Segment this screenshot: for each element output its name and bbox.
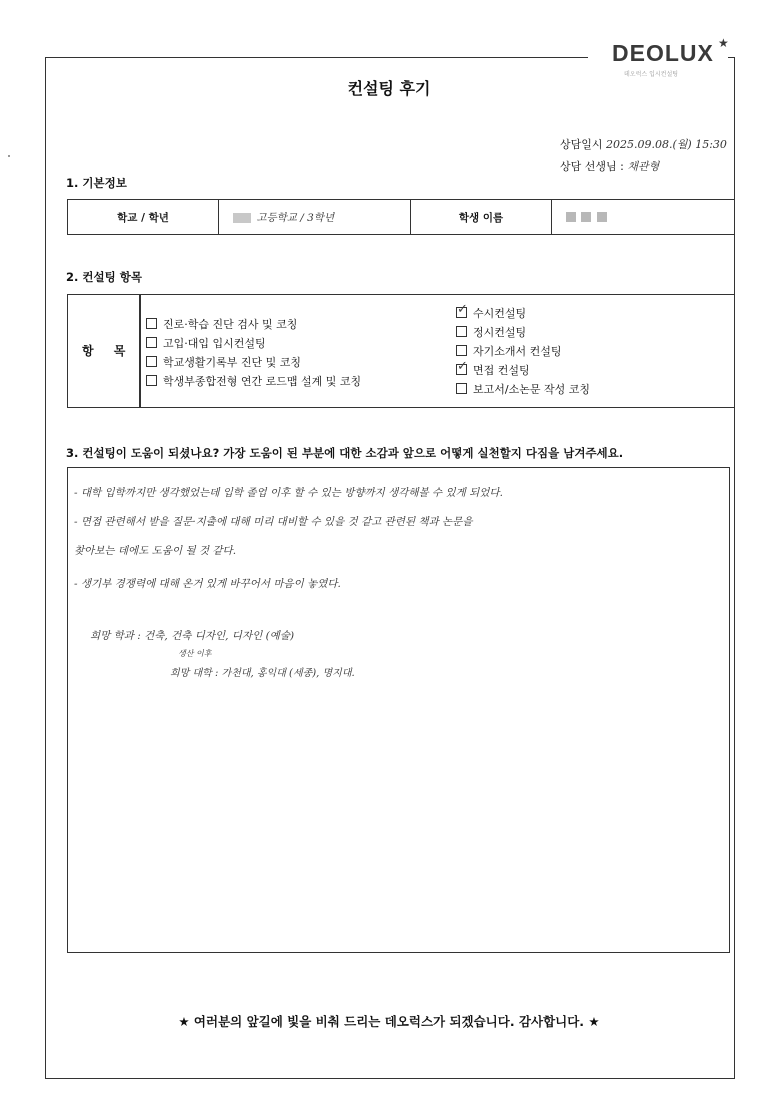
checkbox-checked[interactable] xyxy=(456,307,467,318)
redacted-block xyxy=(581,212,591,222)
consulting-items-box xyxy=(67,294,735,408)
option-admission-consulting xyxy=(146,335,266,351)
option-record-diagnosis xyxy=(146,354,301,370)
desired-note: 생산 이후 xyxy=(178,649,212,658)
checkbox-checked[interactable] xyxy=(456,364,467,375)
page-title: 컨설팅 후기 xyxy=(347,79,431,98)
school-value: 고등학교 / 3학년 xyxy=(256,211,335,224)
redacted-block xyxy=(566,212,576,222)
desired-university: 희망 대학 : 가천대, 홍익대 (세종), 명지대. xyxy=(170,668,355,679)
option-label: 진로·학습 진단 검사 및 코칭 xyxy=(163,318,298,331)
scan-speck xyxy=(8,155,10,157)
option-label: 학생부종합전형 연간 로드맵 설계 및 코칭 xyxy=(163,375,362,388)
student-name-cell xyxy=(552,200,735,235)
consulting-items-divider xyxy=(139,294,141,408)
student-name-label: 학생 이름 xyxy=(411,200,552,235)
option-career-diagnosis xyxy=(146,316,297,332)
consulting-items-label: 항 목 xyxy=(82,344,134,358)
logo-tagline: 데오럭스 입시컨설팅 xyxy=(624,71,679,78)
option-early-admission xyxy=(456,305,526,321)
section-consulting-heading: 2. 컨설팅 항목 xyxy=(66,270,142,284)
checkbox[interactable] xyxy=(146,356,157,367)
school-value-cell xyxy=(219,200,411,235)
school-label: 학교 / 학년 xyxy=(68,200,219,235)
basic-info-table xyxy=(67,199,735,235)
option-interview xyxy=(456,362,530,378)
option-label: 학교생활기록부 진단 및 코칭 xyxy=(163,356,302,369)
option-label: 정시컨설팅 xyxy=(473,326,527,339)
option-self-intro xyxy=(456,343,562,359)
consult-teacher xyxy=(560,158,659,174)
section-basic-info-heading: 1. 기본정보 xyxy=(66,176,127,190)
desired-major: 희망 학과 : 건축, 건축 디자인, 디자인 (예술) xyxy=(90,630,295,642)
feedback-box xyxy=(67,467,730,953)
checkbox[interactable] xyxy=(146,318,157,329)
feedback-line: - 면접 관련해서 받을 질문·지출에 대해 미리 대비할 수 있을 것 같고 관련된 책과 논문을 xyxy=(74,516,473,528)
option-roadmap xyxy=(146,373,361,389)
option-report-coaching xyxy=(456,381,590,397)
consult-teacher-value: 채관형 xyxy=(627,160,660,173)
consult-date-label: 상담일시 xyxy=(560,138,603,151)
feedback-line: - 생기부 경쟁력에 대해 온거 있게 바꾸어서 마음이 놓였다. xyxy=(74,578,341,590)
deolux-logo: DEOLUX xyxy=(612,40,714,66)
consult-date-value: 2025.09.08.(월) 15:30 xyxy=(606,138,727,151)
consult-teacher-label: 상담 선생님 : xyxy=(560,160,624,173)
consult-date xyxy=(560,136,727,152)
redacted-block xyxy=(233,213,251,223)
closing-message: ★ 여러분의 앞길에 빛을 비춰 드리는 데오럭스가 되겠습니다. 감사합니다. ★ xyxy=(178,1014,600,1029)
option-label: 수시컨설팅 xyxy=(473,307,527,320)
option-label: 고입·대입 입시컨설팅 xyxy=(163,337,266,350)
checkbox[interactable] xyxy=(146,375,157,386)
option-regular-admission xyxy=(456,324,526,340)
feedback-line: - 대학 입학까지만 생각했었는데 입학 졸업 이후 할 수 있는 방향까지 생각해볼 수 있게 되었다. xyxy=(74,487,503,499)
checkbox[interactable] xyxy=(146,337,157,348)
checkbox[interactable] xyxy=(456,326,467,337)
option-label: 보고서/소논문 작성 코칭 xyxy=(473,383,590,396)
option-label: 면접 컨설팅 xyxy=(473,364,530,377)
redacted-block xyxy=(597,212,607,222)
feedback-line: 찾아보는 데에도 도움이 될 것 같다. xyxy=(74,545,237,557)
section-feedback-heading: 3. 컨설팅이 도움이 되셨나요? 가장 도움이 된 부분에 대한 소감과 앞으로 어떻게 실천할지 다짐을 남겨주세요. xyxy=(66,446,624,460)
logo-star-icon: ★ xyxy=(718,36,729,50)
checkbox[interactable] xyxy=(456,345,467,356)
option-label: 자기소개서 컨설팅 xyxy=(473,345,562,358)
checkbox[interactable] xyxy=(456,383,467,394)
